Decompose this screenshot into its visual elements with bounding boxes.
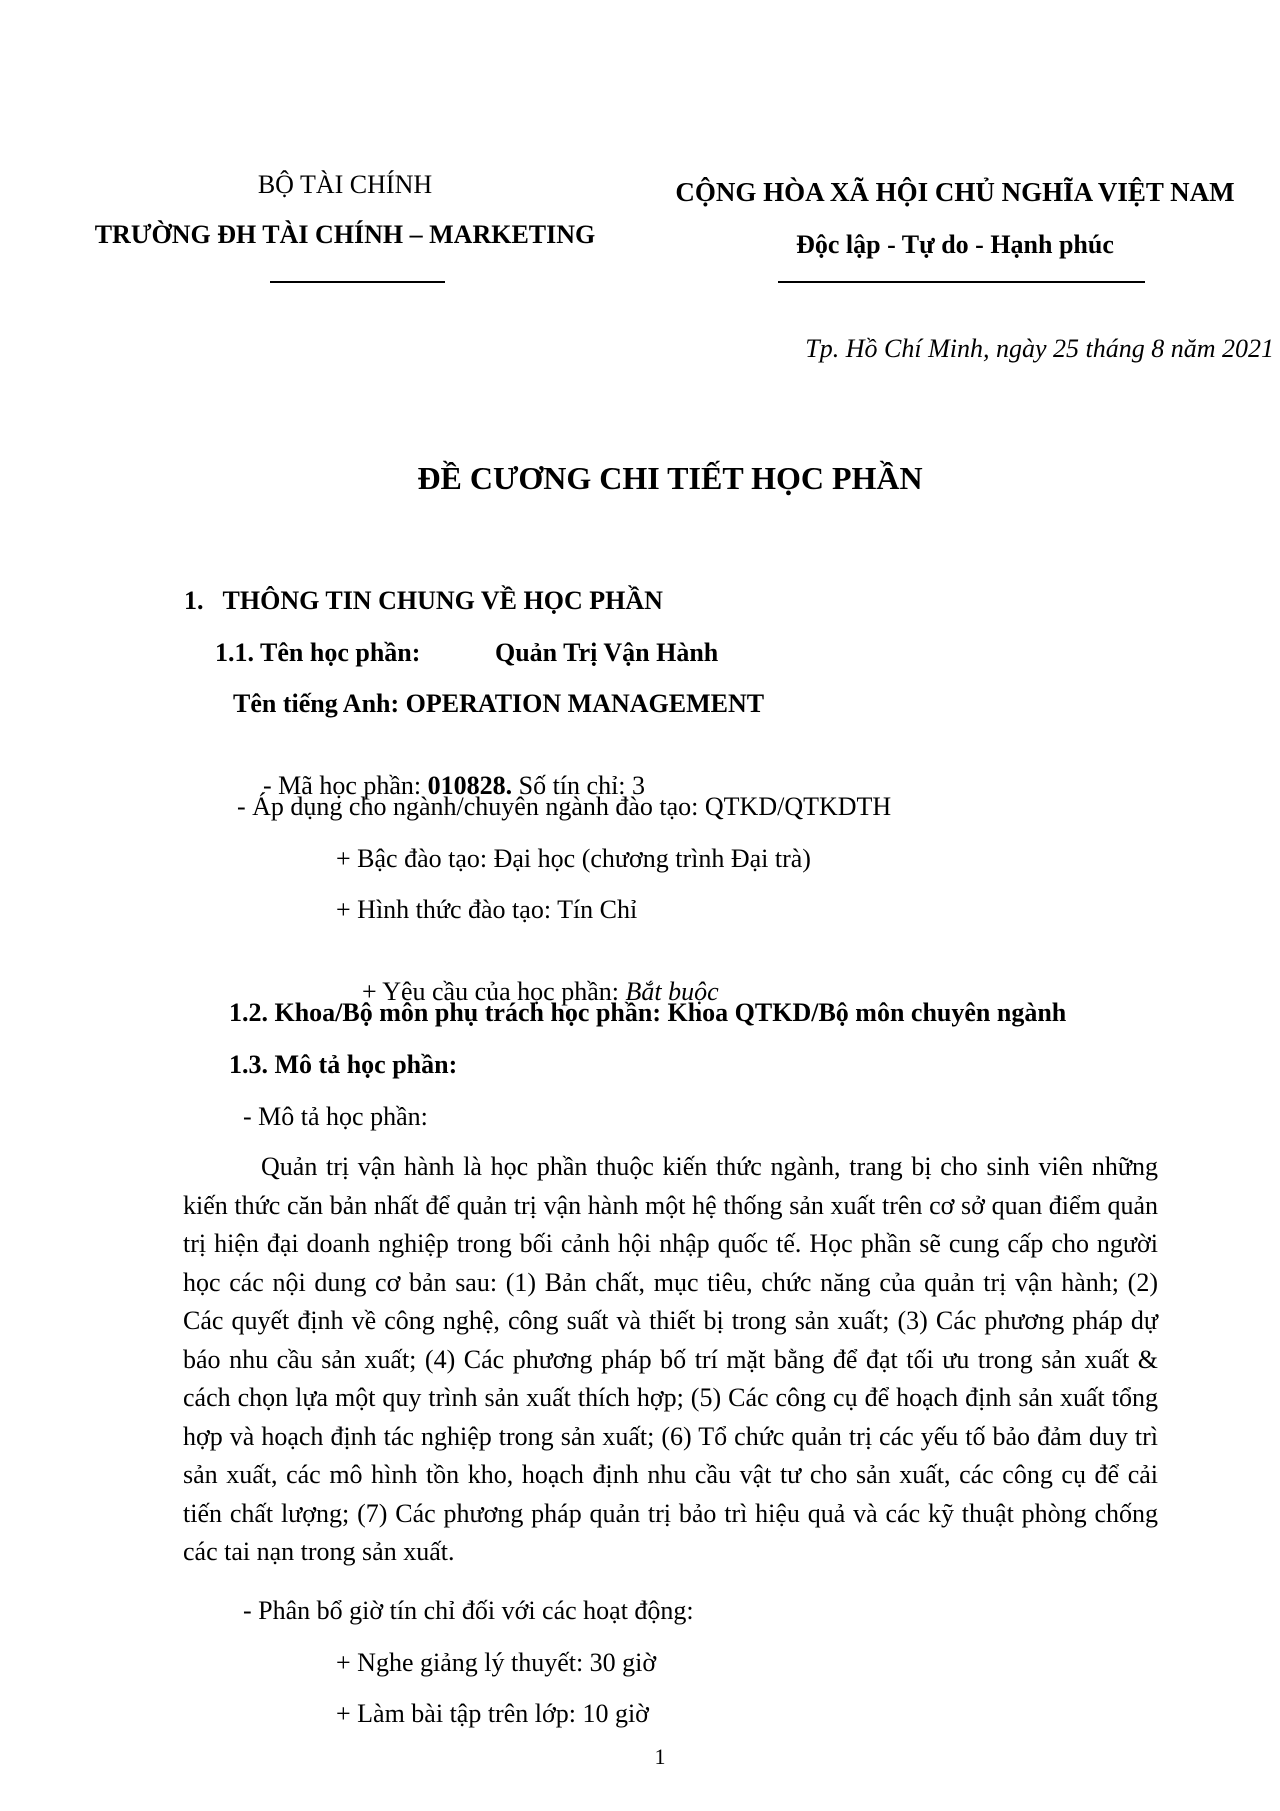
national-motto: Độc lập - Tự do - Hạnh phúc	[796, 230, 1114, 259]
requirement-prefix: + Yêu cầu của học phần:	[362, 977, 626, 1006]
right-underline	[778, 281, 1145, 283]
hours-exercise: + Làm bài tập trên lớp: 10 giờ	[336, 1699, 649, 1728]
section-1-2: 1.2. Khoa/Bộ môn phụ trách học phần: Khoa QTKD/Bộ môn chuyên ngành	[229, 998, 1067, 1027]
course-name-value: Quản Trị Vận Hành	[495, 638, 719, 667]
country-name: CỘNG HÒA XÃ HỘI CHỦ NGHĨA VIỆT NAM	[675, 177, 1235, 207]
credits: Số tín chỉ: 3	[512, 771, 646, 800]
section-1-3: 1.3. Mô tả học phần:	[229, 1050, 458, 1079]
section-1-heading: 1. THÔNG TIN CHUNG VỀ HỌC PHẦN	[184, 586, 663, 615]
course-name-label: 1.1. Tên học phần:	[215, 638, 421, 667]
training-mode: + Hình thức đào tạo: Tín Chỉ	[336, 895, 638, 924]
university-name: TRƯỜNG ĐH TÀI CHÍNH – MARKETING	[94, 220, 596, 249]
hours-label: - Phân bổ giờ tín chỉ đối với các hoạt động:	[243, 1596, 694, 1625]
left-underline	[270, 281, 445, 283]
ministry-name: BỘ TÀI CHÍNH	[257, 170, 433, 199]
date-line: Tp. Hồ Chí Minh, ngày 25 tháng 8 năm 2021	[805, 334, 1274, 363]
hours-theory: + Nghe giảng lý thuyết: 30 giờ	[336, 1648, 657, 1677]
course-description: Quản trị vận hành là học phần thuộc kiến thức ngành, trang bị cho sinh viên những kiến thức căn bản nhất để quản trị vận hành một hệ thống sản xuất trên cơ sở quan điểm quản trị hiện đại doanh nghiệp trong bối cảnh hội nhập quốc tế. Học phần sẽ cung cấp cho người học các nội dung cơ bản sau: (1) Bản chất, mục tiêu, chức năng của quản trị vận hành; (2) Các quyết định về công nghệ, công suất và thiết bị trong sản xuất; (3) Các phương pháp dự báo nhu cầu sản xuất; (4) Các phương pháp bố trí mặt bằng để đạt tối ưu trong sản xuất & cách chọn lựa một quy trình sản xuất thích hợp; (5) Các công cụ để hoạch định sản xuất tổng hợp và hoạch định tác nghiệp trong sản xuất; (6) Tổ chức quản trị các yếu tố bảo đảm duy trì sản xuất, các mô hình tồn kho, hoạch định nhu cầu vật tư cho sản xuất, các công cụ để cải tiến chất lượng; (7) Các phương pháp quản trị bảo trì hiệu quả và các kỹ thuật phòng chống các tai nạn trong sản xuất.	[183, 1152, 1158, 1566]
english-name: Tên tiếng Anh: OPERATION MANAGEMENT	[233, 689, 765, 718]
training-level: + Bậc đào tạo: Đại học (chương trình Đại trà)	[336, 844, 811, 873]
applies-to: - Áp dụng cho ngành/chuyên ngành đào tạo: QTKD/QTKDTH	[237, 792, 892, 821]
document-title: ĐỀ CƯƠNG CHI TIẾT HỌC PHẦN	[417, 460, 923, 496]
course-code-value: 010828.	[427, 771, 513, 800]
course-code-prefix: - Mã học phần:	[263, 771, 428, 800]
page-number: 1	[654, 1744, 666, 1769]
description-label: - Mô tả học phần:	[243, 1102, 428, 1131]
requirement-value: Bắt buộc	[625, 977, 719, 1006]
